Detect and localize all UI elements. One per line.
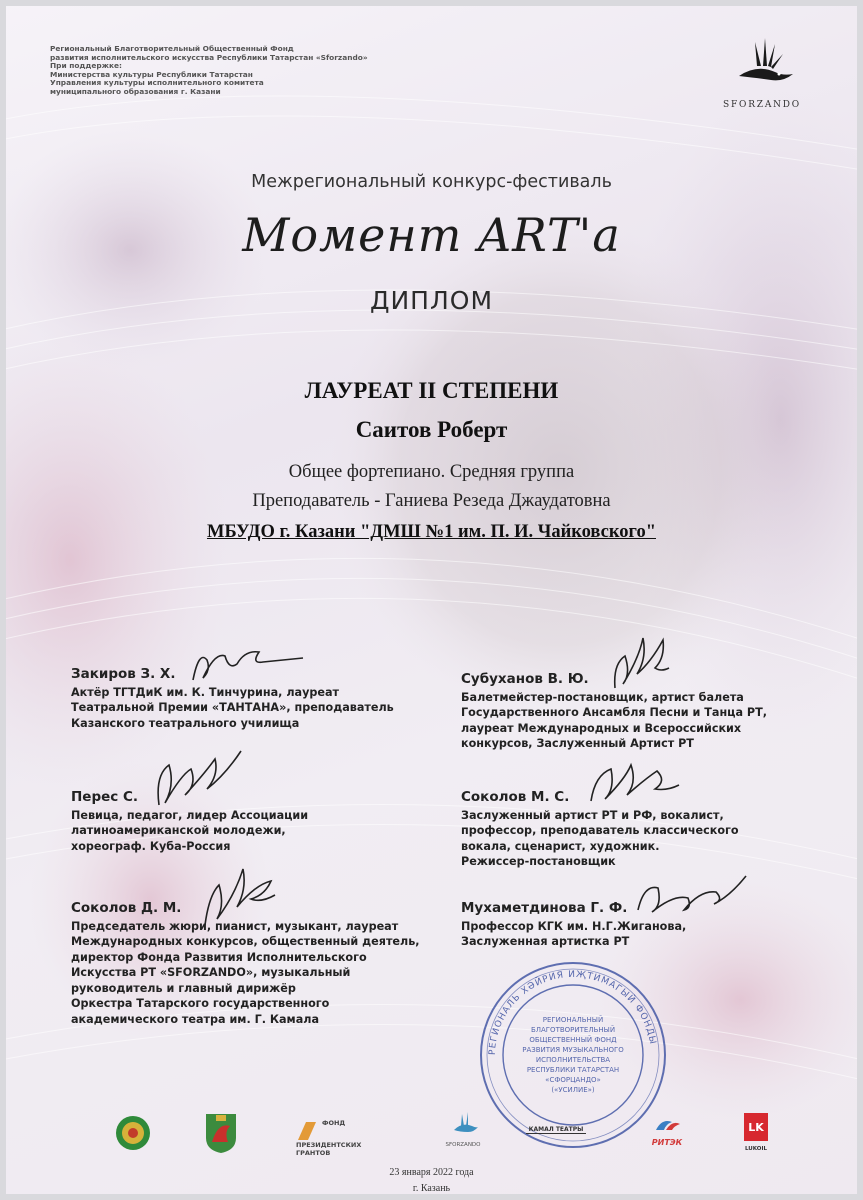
sforzando-footer-text: SFORZANDO <box>445 1142 481 1148</box>
stamp-line: («УСИЛИЕ») <box>551 1086 595 1094</box>
header-line: развития исполнительского искусства Республики Татарстан «Sforzando» <box>50 52 368 62</box>
festival-name: Межрегиональный конкурс-фестиваль <box>251 172 612 192</box>
stamp-line: БЛАГОТВОРИТЕЛЬНЫЙ <box>530 1026 616 1034</box>
stamp-line: ИСПОЛНИТЕЛЬСТВА <box>535 1056 611 1064</box>
festival-title: Момент ART'а <box>242 208 621 262</box>
bird-footer-icon <box>448 1110 478 1138</box>
teacher: Преподаватель - Ганиева Резеда Джаудатовна <box>252 491 611 511</box>
jury-desc-line: Режиссер-постановщик <box>461 855 616 868</box>
jury-desc-line: Государственного Ансамбля Песни и Танца РТ, <box>461 706 767 719</box>
recipient-name: Саитов Роберт <box>355 417 508 442</box>
jury-desc-line: Профессор КГК им. Н.Г.Жиганова, <box>461 919 687 933</box>
sforzando-logo <box>712 36 812 110</box>
stamp-line: РЕГИОНАЛЬНЫЙ <box>542 1016 604 1024</box>
kamal-theatre-logo <box>526 1126 586 1134</box>
stamp-line: ОБЩЕСТВЕННЫЙ ФОНД <box>529 1036 617 1044</box>
presidential-grants-logo <box>296 1120 406 1157</box>
jury-desc-line: Певица, педагог, лидер Ассоциации <box>71 808 309 822</box>
jury-desc-line: Заслуженная артистка РТ <box>461 935 630 948</box>
nomination: Общее фортепиано. Средняя группа <box>288 462 575 482</box>
jury-desc-line: лауреат Международных и Всероссийских <box>461 721 742 735</box>
school <box>0 522 863 543</box>
grants-text: ФОНД ПРЕЗИДЕНТСКИХ ГРАНТОВ <box>296 1119 362 1157</box>
svg-text:LK: LK <box>748 1121 764 1134</box>
jury-desc-line: Оркестра Татарского государственного <box>71 997 330 1010</box>
jury-desc-line: Искусства РТ «SFORZANDO», музыкальный <box>71 966 351 979</box>
issue-date: 23 января 2022 года <box>389 1167 474 1178</box>
ritek-text: РИТЭК <box>651 1138 683 1147</box>
jury-desc-line: академического театра им. Г. Камала <box>71 1012 319 1026</box>
jury-desc-line: Казанского театрального училища <box>71 716 300 730</box>
logo-text: SFORZANDO <box>723 100 801 110</box>
bird-logo-icon <box>727 36 797 94</box>
jury-desc-line: Заслуженный артист РТ и РФ, вокалист, <box>461 808 724 822</box>
jury-desc-line: профессор, преподаватель классического <box>461 824 739 837</box>
jury-desc-line: вокала, сценарист, художник. <box>461 839 660 853</box>
lukoil-logo <box>736 1112 776 1152</box>
lukoil-text: LUKOIL <box>744 1146 768 1152</box>
issue-city: г. Казань <box>412 1183 451 1194</box>
award-title: ЛАУРЕАТ II СТЕПЕНИ <box>304 378 559 403</box>
signature-sokolov-m <box>585 755 685 815</box>
tatarstan-emblem-icon <box>114 1114 152 1152</box>
jury-desc-line: Международных конкурсов, общественный деятель, <box>71 935 420 948</box>
signature-peres <box>145 745 255 820</box>
stamp-ring-text: РЕГИОНАЛЬ ХӘЙРИЯ ИҖТИМАГЫЙ ФОНДЫ <box>487 969 658 1056</box>
header-line: муниципального образования г. Казани <box>50 86 221 96</box>
header-line: При поддержке: <box>50 61 122 71</box>
jury-desc-line: Актёр ТГТДиК им. К. Тинчурина, лауреат <box>71 685 339 699</box>
jury-name: Соколов Д. М. <box>71 900 182 916</box>
jury-name: Перес С. <box>71 789 139 805</box>
stamp-line: РАЗВИТИЯ МУЗЫКАЛЬНОГО <box>522 1046 624 1054</box>
jury-desc-line: хореограф. Куба-Россия <box>71 839 231 853</box>
jury-name: Субуханов В. Ю. <box>461 671 589 687</box>
ritek-logo <box>646 1116 688 1147</box>
jury-name: Соколов М. С. <box>461 789 570 805</box>
grants-icon <box>296 1120 318 1142</box>
jury-name: Мухаметдинова Г. Ф. <box>461 900 628 916</box>
stamp-line: РЕСПУБЛИКИ ТАТАРСТАН <box>526 1066 620 1074</box>
signature-subukhanov <box>605 628 675 698</box>
signature-zakirov <box>185 640 315 690</box>
lukoil-icon <box>743 1112 769 1142</box>
organizer-header <box>50 45 380 97</box>
sforzando-footer-logo <box>438 1110 488 1148</box>
jury-member <box>71 790 441 854</box>
jury-desc-line: латиноамериканской молодежи, <box>71 824 286 837</box>
signature-mukhametdinova <box>630 870 750 925</box>
signature-sokolov-d <box>195 855 285 935</box>
header-line: Региональный Благотворительный Общественный Фонд <box>50 44 294 53</box>
jury-desc-line: конкурсов, Заслуженный Артист РТ <box>461 737 694 750</box>
header-line: Министерства культуры Республики Татарстан <box>50 69 253 79</box>
school-name: МБУДО г. Казани "ДМШ №1 им. П. И. Чайковского" <box>206 522 656 542</box>
jury-desc-line: директор Фонда Развития Исполнительского <box>71 950 367 964</box>
kamal-text: КАМАЛ ТЕАТРЫ <box>526 1126 586 1134</box>
stamp-line: «СФОРЦАНДО» <box>545 1076 601 1084</box>
jury-desc-line: руководитель и главный дирижёр <box>71 981 296 995</box>
jury-name: Закиров З. Х. <box>71 666 176 682</box>
jury-desc-line: Театральной Премии «ТАНТАНА», преподаватель <box>71 701 394 714</box>
ritek-icon <box>652 1116 682 1134</box>
partner-logos <box>100 1110 800 1160</box>
jury-desc-line: Балетмейстер-постановщик, артист балета <box>461 690 744 704</box>
header-line: Управления культуры исполнительного комитета <box>50 78 264 88</box>
kazan-emblem-icon <box>204 1112 238 1154</box>
document-type: ДИПЛОМ <box>369 286 494 315</box>
jury-desc-line: Председатель жюри, пианист, музыкант, лауреат <box>71 919 399 933</box>
